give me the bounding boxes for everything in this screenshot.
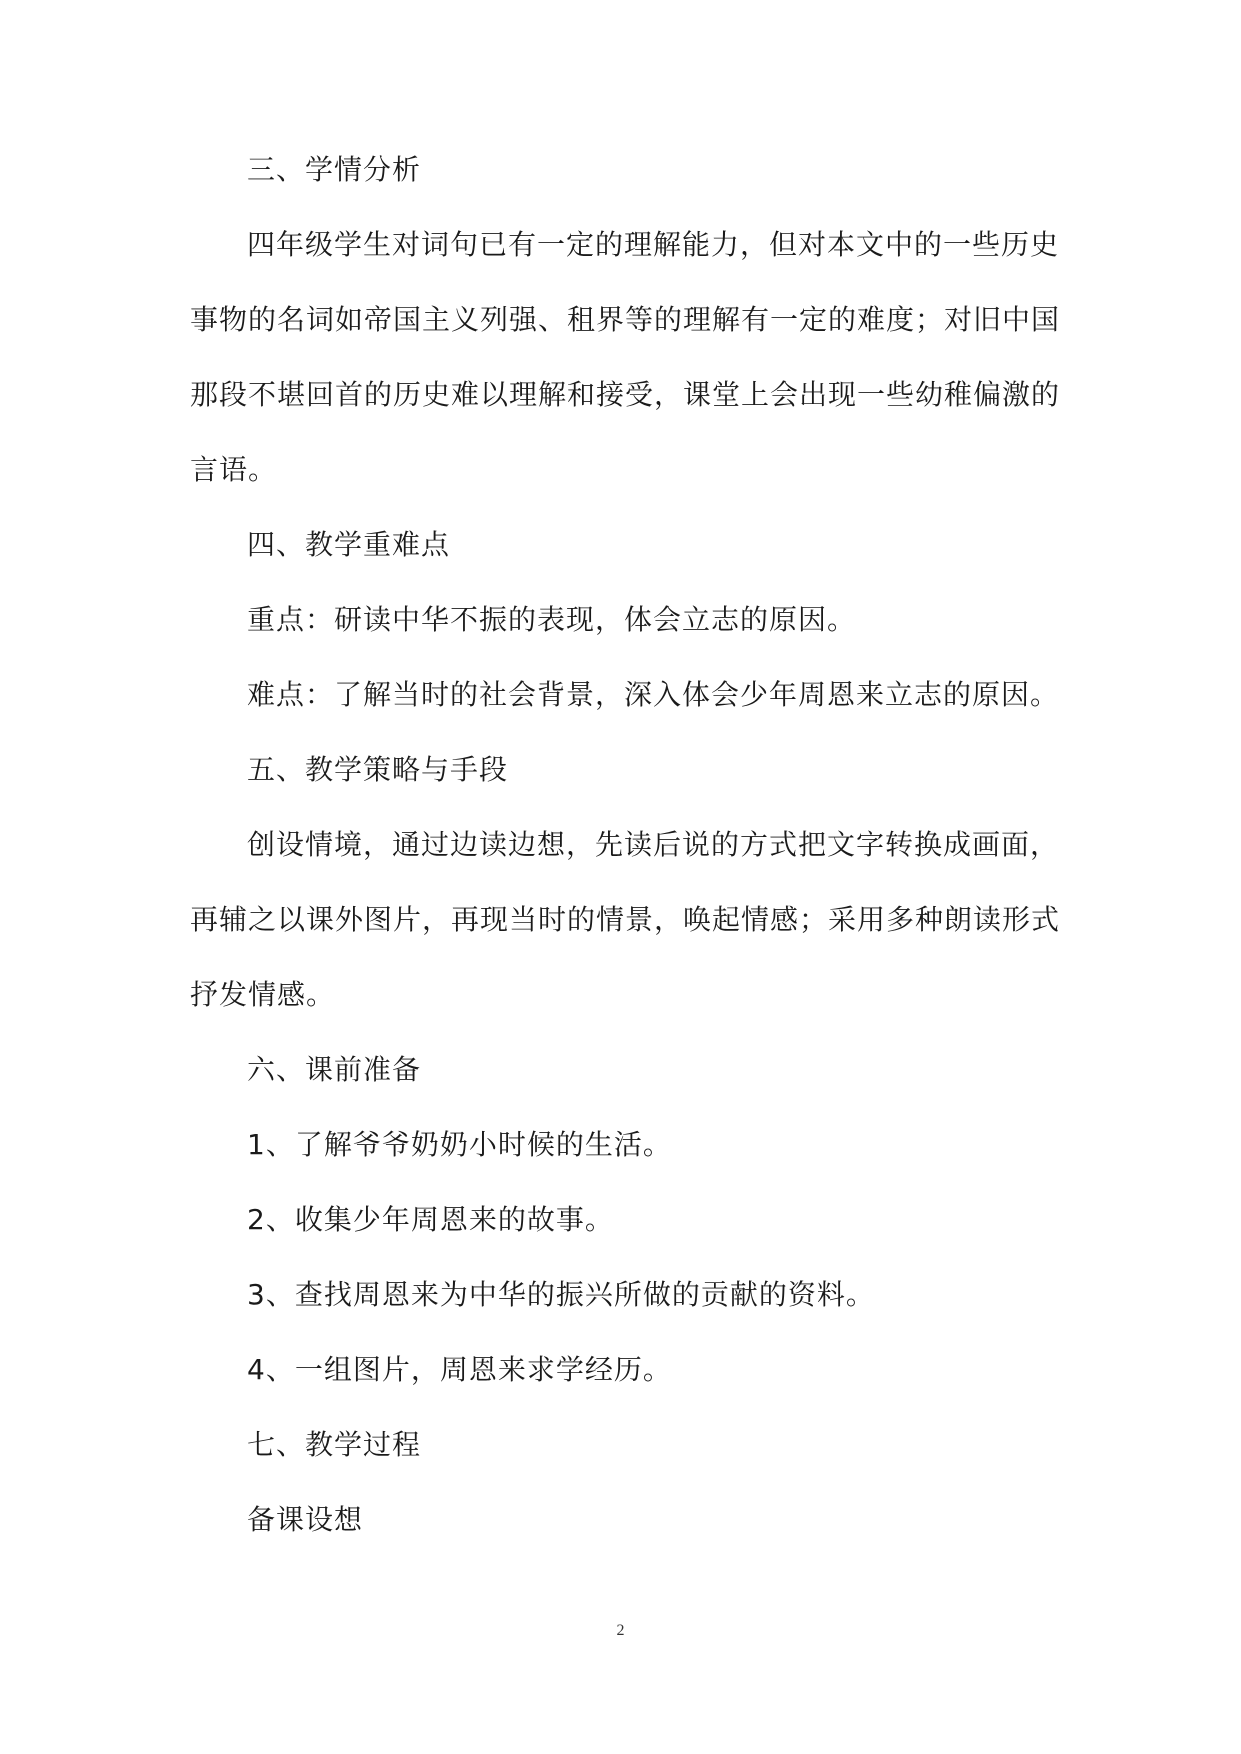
heading-section-5: 五、教学策略与手段 [247,753,509,786]
heading-section-4: 四、教学重难点 [247,528,451,561]
heading-section-3: 三、学情分析 [247,153,422,186]
list-item: 4、一组图片，周恩来求学经历。 [247,1353,672,1386]
heading-section-7: 七、教学过程 [247,1428,422,1461]
heading-section-6: 六、课前准备 [247,1053,422,1086]
paragraph-line: 言语。 [190,453,278,486]
page-number: 2 [616,1622,625,1639]
paragraph-line: 抒发情感。 [190,978,336,1011]
subheading: 备课设想 [247,1503,364,1536]
difficult-point-line: 难点：了解当时的社会背景，深入体会少年周恩来立志的原因。 [247,678,1060,711]
list-item: 2、收集少年周恩来的故事。 [247,1203,614,1236]
paragraph-line: 创设情境，通过边读边想，先读后说的方式把文字转换成画面， [247,828,1060,861]
paragraph-line: 那段不堪回首的历史难以理解和接受，课堂上会出现一些幼稚偏激的 [190,378,1061,411]
key-point-line: 重点：研读中华不振的表现，体会立志的原因。 [247,603,857,636]
list-item: 1、了解爷爷奶奶小时候的生活。 [247,1128,672,1161]
paragraph-line: 四年级学生对词句已有一定的理解能力，但对本文中的一些历史 [247,228,1060,261]
paragraph-line: 事物的名词如帝国主义列强、租界等的理解有一定的难度；对旧中国 [190,303,1061,336]
list-item: 3、查找周恩来为中华的振兴所做的贡献的资料。 [247,1278,875,1311]
paragraph-line: 再辅之以课外图片，再现当时的情景，唤起情感；采用多种朗读形式 [190,903,1061,936]
